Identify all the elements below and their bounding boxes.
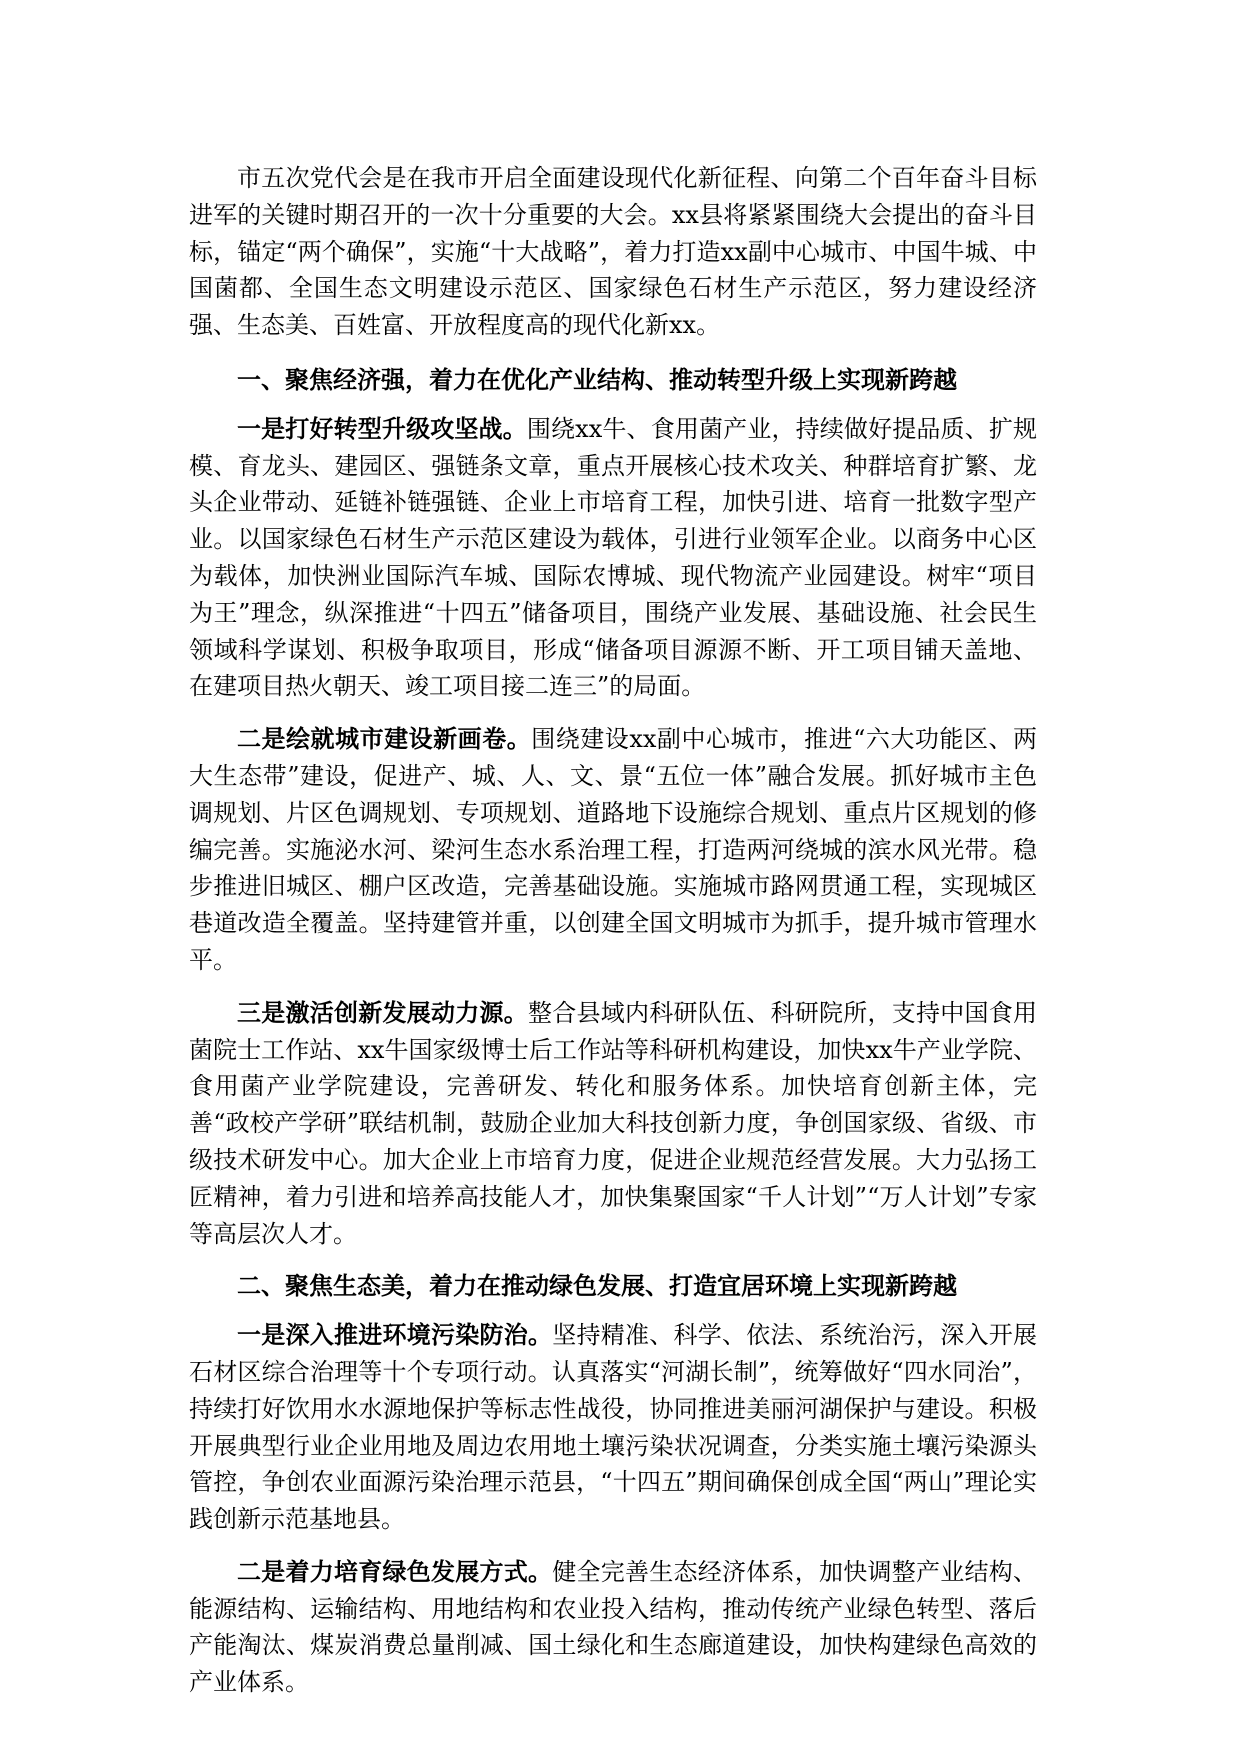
paragraph-text: 健全完善生态经济体系，加快调整产业结构、能源结构、运输结构、用地结构和农业投入结构，推动传统产业绿色转型、落后产能淘汰、煤炭消费总量削减、国土绿化和生态廊道建设，加快构建绿色高效的产业体系。 <box>189 1557 1037 1697</box>
section-1-paragraph-3 <box>189 995 1037 1253</box>
paragraph-lead: 三是激活创新发展动力源。 <box>237 997 528 1027</box>
paragraph-text: 围绕建设xx副中心城市，推进“六大功能区、两大生态带”建设，促进产、城、人、文、景“五位一体”融合发展。抓好城市主色调规划、片区色调规划、专项规划、道路地下设施综合规划、重点片区规划的修编完善。实施泌水河、梁河生态水系治理工程，打造两河绕城的滨水风光带。稳步推进旧城区、棚户区改造，完善基础设施。实施城市路网贯通工程，实现城区巷道改造全覆盖。坚持建管并重，以创建全国文明城市为抓手，提升城市管理水平。 <box>189 725 1037 974</box>
section-2-paragraph-2 <box>189 1554 1037 1701</box>
section-2-paragraph-1 <box>189 1317 1037 1538</box>
section-2-heading: 二、聚焦生态美，着力在推动绿色发展、打造宜居环境上实现新跨越 <box>237 1271 957 1301</box>
paragraph-text: 围绕xx牛、食用菌产业，持续做好提品质、扩规模、育龙头、建园区、强链条文章，重点开展核心技术攻关、种群培育扩繁、龙头企业带动、延链补链强链、企业上市培育工程，加快引进、培育一批数字型产业。以国家绿色石材生产示范区建设为载体，引进行业领军企业。以商务中心区为载体，加快洲业国际汽车城、国际农博城、现代物流产业园建设。树牢“项目为王”理念，纵深推进“十四五”储备项目，围绕产业发展、基础设施、社会民生领域科学谋划、积极争取项目，形成“储备项目源源不断、开工项目铺天盖地、在建项目热火朝天、竣工项目接二连三”的局面。 <box>189 414 1038 701</box>
paragraph-lead: 二是绘就城市建设新画卷。 <box>237 724 532 754</box>
paragraph-text: 整合县域内科研队伍、科研院所，支持中国食用菌院士工作站、xx牛国家级博士后工作站等科研机构建设，加快xx牛产业学院、食用菌产业学院建设，完善研发、转化和服务体系。加快培育创新主体，完善“政校产学研”联结机制，鼓励企业加大科技创新力度，争创国家级、省级、市级技术研发中心。加大企业上市培育力度，促进企业规范经营发展。大力弘扬工匠精神，着力引进和培养高技能人才，加快集聚国家“千人计划”“万人计划”专家等高层次人才。 <box>189 998 1037 1248</box>
section-1-paragraph-2 <box>189 721 1037 979</box>
section-1-paragraph-1 <box>189 411 1037 705</box>
intro-paragraph: 市五次党代会是在我市开启全面建设现代化新征程、向第二个百年奋斗目标进军的关键时期召开的一次十分重要的大会。xx县将紧紧围绕大会提出的奋斗目标，锚定“两个确保”，实施“十大战略”，着力打造xx副中心城市、中国牛城、中国菌都、全国生态文明建设示范区、国家绿色石材生产示范区，努力建设经济强、生态美、百姓富、开放程度高的现代化新xx。 <box>189 164 1037 340</box>
section-1-heading: 一、聚焦经济强，着力在优化产业结构、推动转型升级上实现新跨越 <box>237 364 957 394</box>
paragraph-lead: 二是着力培育绿色发展方式。 <box>237 1556 553 1586</box>
paragraph-lead: 一是打好转型升级攻坚战。 <box>237 413 527 443</box>
paragraph-lead: 一是深入推进环境污染防治。 <box>237 1320 553 1350</box>
paragraph-text: 坚持精准、科学、依法、系统治污，深入开展石材区综合治理等十个专项行动。认真落实“河湖长制”，统筹做好“四水同治”，持续打好饮用水水源地保护等标志性战役，协同推进美丽河湖保护与建设。积极开展典型行业企业用地及周边农用地土壤污染状况调查，分类实施土壤污染源头管控，争创农业面源污染治理示范县，“十四五”期间确保创成全国“两山”理论实践创新示范基地县。 <box>189 1321 1037 1534</box>
